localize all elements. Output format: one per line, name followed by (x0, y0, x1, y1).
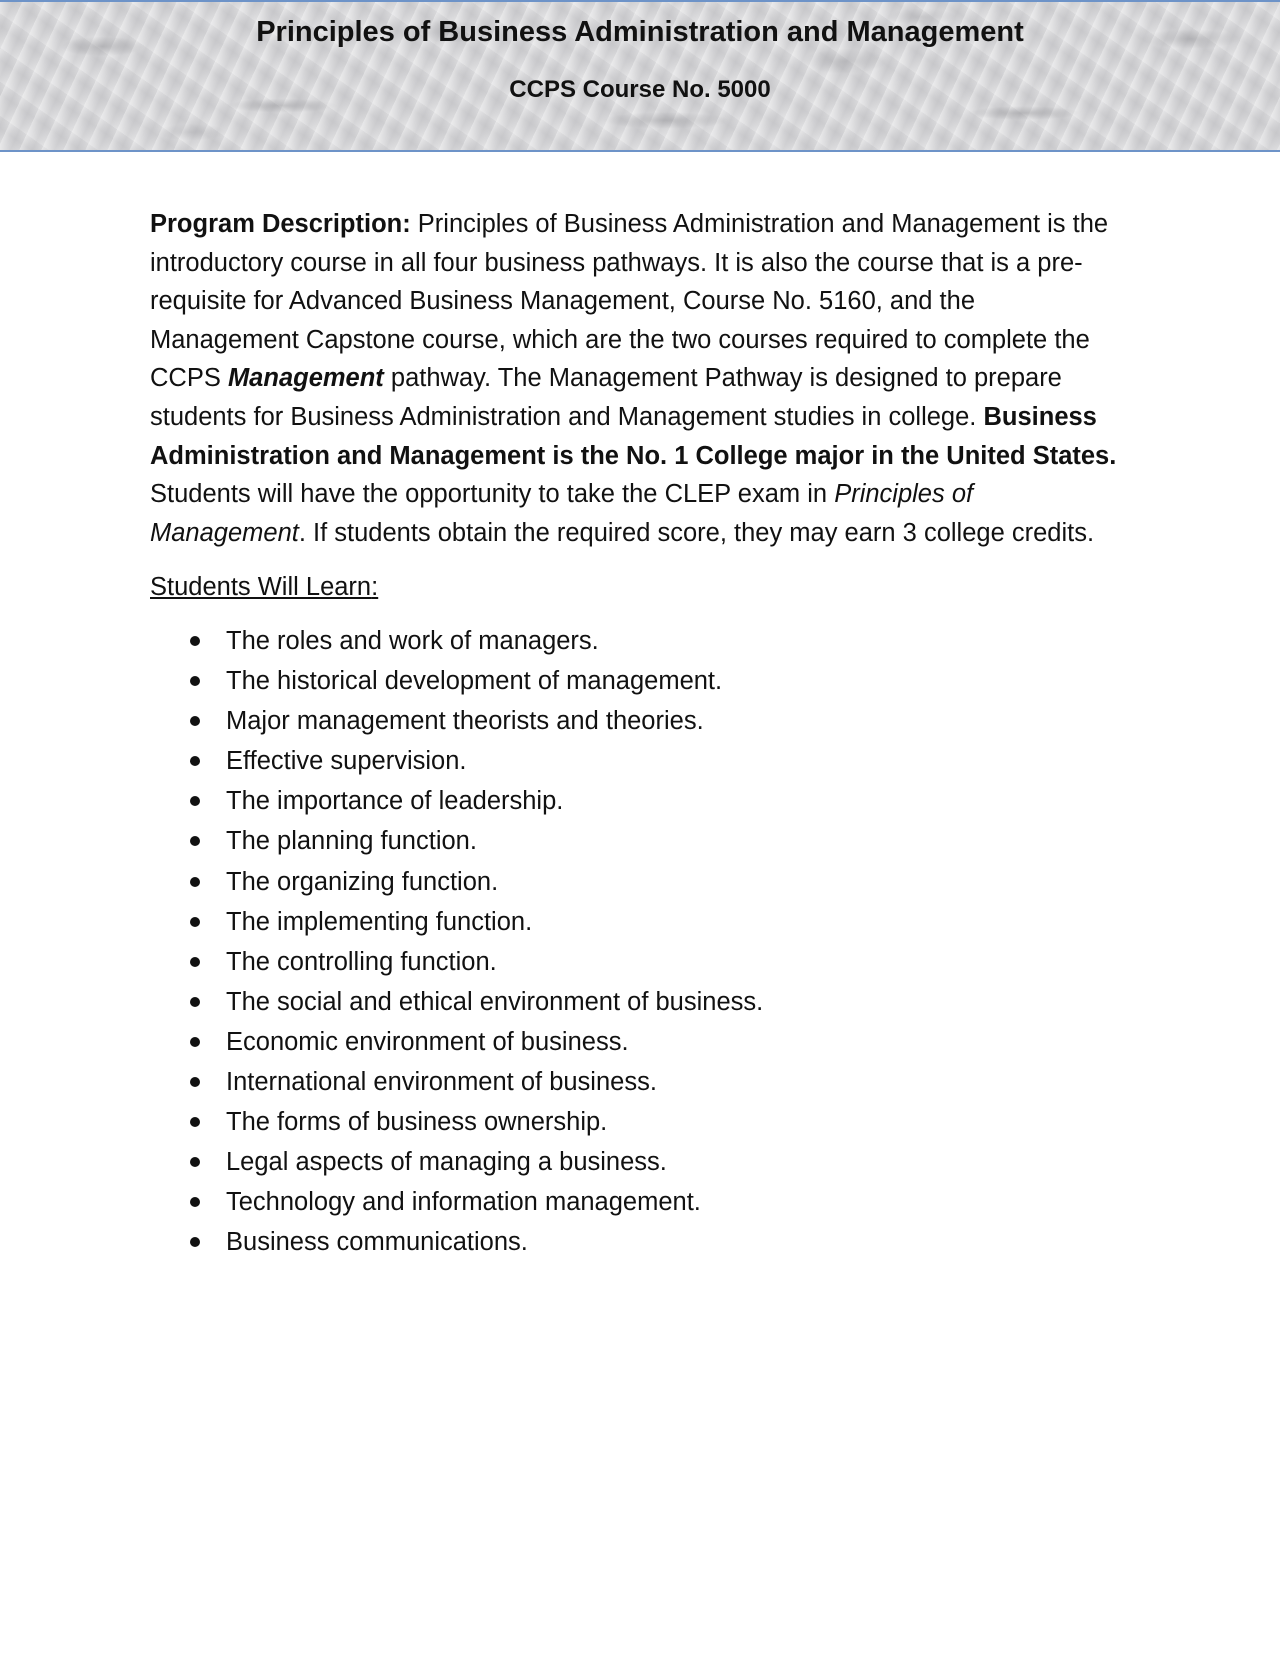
course-number: CCPS Course No. 5000 (509, 76, 771, 103)
list-item-text: Economic environment of business. (226, 1027, 629, 1056)
list-item (150, 942, 1130, 982)
bullet-icon (190, 997, 200, 1007)
list-item-text: The controlling function. (226, 947, 497, 976)
list-item (150, 1062, 1130, 1102)
bullet-icon (190, 1237, 200, 1247)
list-item-text: Technology and information management. (226, 1188, 701, 1217)
document-body (150, 205, 1130, 1262)
list-item (150, 781, 1130, 821)
program-description-paragraph (150, 205, 1130, 552)
bullet-icon (190, 1117, 200, 1127)
list-item (150, 1102, 1130, 1142)
description-text-3: Students will have the opportunity to take the CLEP exam in (150, 480, 835, 509)
list-item-text: The planning function. (226, 827, 477, 856)
list-item-text: The implementing function. (226, 907, 533, 936)
list-item (150, 1022, 1130, 1062)
list-item-text: Business communications. (226, 1228, 528, 1257)
description-text-4: . If students obtain the required score, they may earn 3 college credits. (298, 518, 1095, 547)
bullet-icon (190, 917, 200, 927)
list-item-text: The forms of business ownership. (226, 1108, 608, 1137)
list-item (150, 701, 1130, 741)
list-item-text: The roles and work of managers. (226, 626, 599, 655)
description-text-2: pathway. The Management Pathway is designed to prepare students for Business Administration and Management studies in college. (150, 364, 1062, 431)
list-item (150, 661, 1130, 701)
description-text-1: Principles of Business Administration and Management is the introductory course in all four business pathways. It is also the course that is a pre-requisite for Advanced Business Management, Course No. 5160, and the Management Capstone course, which are the two courses required to complete the CCPS (150, 210, 1109, 393)
learn-heading-colon: : (371, 573, 379, 602)
major-statement: Business Administration and Management is the No. 1 College major in the United States. (150, 402, 1117, 470)
program-description (150, 205, 1130, 552)
list-item (150, 1182, 1130, 1222)
list-item-text: Legal aspects of managing a business. (226, 1148, 667, 1177)
bullet-icon (190, 716, 200, 726)
bullet-icon (190, 676, 200, 686)
list-item (150, 1222, 1130, 1262)
bullet-icon (190, 756, 200, 766)
bullet-icon (190, 836, 200, 846)
list-item-text: The social and ethical environment of business. (226, 987, 764, 1016)
list-item (150, 902, 1130, 942)
list-item-text: The historical development of management. (226, 667, 723, 696)
list-item-text: The importance of leadership. (226, 787, 564, 816)
list-item (150, 821, 1130, 861)
learning-objectives-list (150, 621, 1130, 1263)
list-item (150, 862, 1130, 902)
list-item (150, 741, 1130, 781)
bullet-icon (190, 636, 200, 646)
program-description-label: Program Description: (150, 210, 411, 238)
bullet-icon (190, 1037, 200, 1047)
document-title: Principles of Business Administration and Management (256, 16, 1024, 48)
learn-heading-text: Students Will Learn (150, 573, 372, 602)
clep-exam-name: Principles of Management (150, 480, 974, 547)
list-item (150, 621, 1130, 661)
bullet-icon (190, 1197, 200, 1207)
bullet-icon (190, 957, 200, 967)
list-item-text: The organizing function. (226, 867, 499, 896)
bullet-icon (190, 1077, 200, 1087)
pathway-name: Management (227, 364, 384, 393)
list-item (150, 1142, 1130, 1182)
list-item-text: International environment of business. (226, 1067, 657, 1096)
bullet-icon (190, 796, 200, 806)
header-banner (0, 0, 1280, 152)
list-item-text: Major management theorists and theories. (226, 707, 704, 736)
list-item (150, 982, 1130, 1022)
bullet-icon (190, 1157, 200, 1167)
bullet-icon (190, 877, 200, 887)
list-item-text: Effective supervision. (226, 747, 467, 776)
students-will-learn-heading (150, 568, 1130, 607)
